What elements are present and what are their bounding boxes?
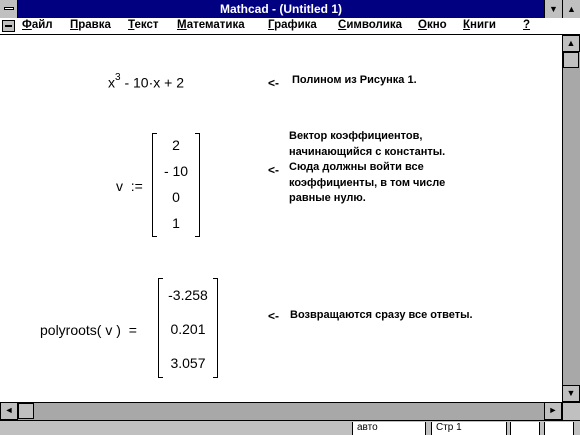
root-value-2: 3.057	[170, 355, 206, 371]
menu-graphics[interactable]: Графика	[268, 19, 317, 31]
root-value-1: 0.201	[170, 321, 206, 337]
vector-note-line-3: Сюда должны войти все	[289, 161, 424, 173]
menu-file[interactable]: Файл	[22, 19, 53, 31]
system-menu-button[interactable]	[0, 0, 18, 18]
document-menu-icon	[5, 25, 12, 27]
scroll-right-button[interactable]	[544, 402, 562, 420]
poly-rest: - 10·x + 2	[120, 74, 184, 91]
vector-cell-1[interactable]: - 10	[163, 163, 189, 179]
arrow-right-icon: ►	[548, 405, 558, 415]
vector-note	[289, 129, 445, 207]
poly-note: Полином из Рисунка 1.	[292, 74, 417, 86]
vector-note-line-1: Вектор коэффициентов,	[289, 130, 423, 142]
vector-cell-3[interactable]: 1	[172, 215, 180, 231]
system-menu-icon	[4, 7, 14, 10]
scrollbar-corner	[562, 402, 580, 420]
vertical-scroll-thumb[interactable]	[563, 52, 579, 68]
arrow-up-icon: ▲	[566, 38, 576, 48]
status-page: Стр 1	[431, 422, 507, 435]
worksheet[interactable]	[0, 35, 562, 402]
arrow-down-icon: ▼	[566, 388, 576, 398]
menu-math[interactable]: Математика	[177, 19, 245, 31]
horizontal-scroll-thumb[interactable]	[18, 403, 34, 419]
roots-matrix	[158, 278, 218, 378]
vertical-scrollbar[interactable]	[562, 35, 580, 402]
minimize-icon: ▼	[549, 4, 558, 14]
status-panel-blank-1	[510, 422, 540, 435]
menu-symbolics[interactable]: Символика	[338, 19, 403, 31]
vector-cell-0[interactable]: 2	[172, 137, 180, 153]
window-title: Mathcad - (Untitled 1)	[220, 2, 342, 16]
polynomial-expression[interactable]	[108, 74, 184, 91]
status-calc-mode: авто	[352, 422, 426, 435]
roots-note: Возвращаются сразу все ответы.	[290, 309, 473, 321]
menu-edit[interactable]: Правка	[70, 19, 111, 31]
scroll-down-button[interactable]	[562, 385, 580, 402]
poly-exponent: 3	[115, 72, 121, 83]
vector-note-line-5: равные нулю.	[289, 192, 366, 204]
vector-arrow: <-	[268, 163, 280, 177]
document-system-menu-button[interactable]	[2, 20, 15, 32]
poly-arrow: <-	[268, 76, 280, 90]
vector-cell-2[interactable]: 0	[172, 189, 180, 205]
vector-assignment-lhs[interactable]: v :=	[116, 178, 143, 194]
status-bar	[0, 420, 580, 435]
roots-arrow: <-	[268, 309, 280, 323]
menu-text[interactable]: Текст	[128, 19, 159, 31]
minimize-button[interactable]	[544, 0, 562, 18]
menu-bar	[0, 18, 580, 35]
polyroots-expression[interactable]: polyroots( v ) =	[40, 322, 137, 338]
scroll-left-button[interactable]	[0, 402, 18, 420]
vector-matrix[interactable]	[152, 133, 200, 237]
menu-window[interactable]: Окно	[418, 19, 447, 31]
vector-note-line-4: коэффициенты, в том числе	[289, 176, 446, 189]
maximize-button[interactable]	[562, 0, 580, 18]
root-value-0: -3.258	[168, 287, 208, 303]
horizontal-scrollbar[interactable]	[0, 402, 562, 420]
title-bar	[0, 0, 580, 18]
menu-books[interactable]: Книги	[463, 19, 496, 31]
menu-help[interactable]: ?	[523, 19, 531, 31]
arrow-left-icon: ◄	[4, 405, 14, 415]
scroll-up-button[interactable]	[562, 35, 580, 52]
maximize-icon: ▲	[567, 4, 576, 14]
poly-variable: x	[108, 74, 115, 91]
vector-note-line-2: начинающийся с константы.	[289, 145, 446, 158]
status-panel-blank-2	[544, 422, 574, 435]
